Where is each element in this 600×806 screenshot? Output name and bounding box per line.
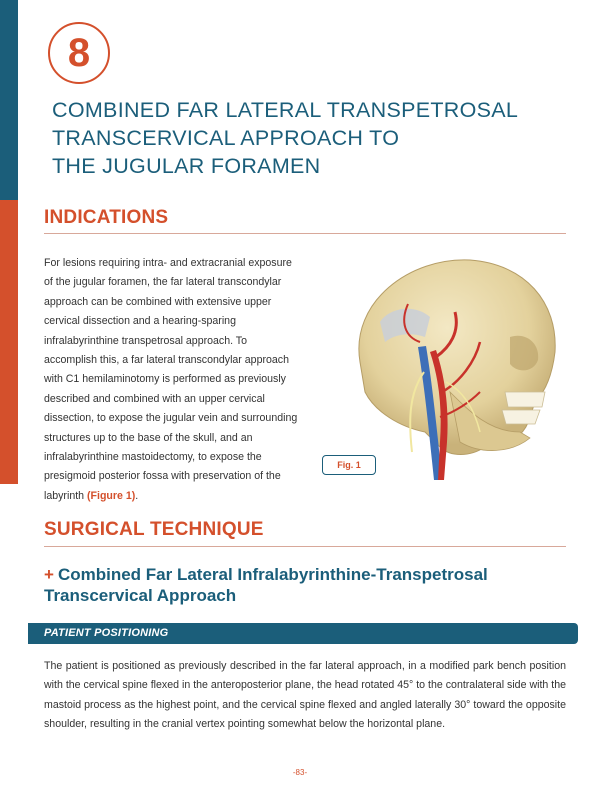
patient-positioning-label: PATIENT POSITIONING bbox=[44, 627, 169, 639]
indications-body-end: . bbox=[135, 489, 139, 502]
surgical-technique-divider bbox=[44, 546, 566, 547]
lower-teeth bbox=[502, 410, 540, 424]
figure-reference-link[interactable]: (Figure 1) bbox=[87, 489, 136, 502]
side-bar-blue bbox=[0, 0, 18, 200]
indications-heading: INDICATIONS bbox=[44, 207, 169, 228]
page-title bbox=[52, 96, 572, 180]
patient-positioning-banner bbox=[28, 623, 578, 644]
title-line-3: THE JUGULAR FORAMEN bbox=[52, 154, 321, 178]
title-line-2: TRANSCERVICAL APPROACH TO bbox=[52, 126, 400, 150]
indications-paragraph bbox=[44, 254, 302, 506]
chapter-number: 8 bbox=[67, 31, 91, 75]
approach-subheading bbox=[44, 564, 564, 606]
figure-label: Fig. 1 bbox=[322, 455, 376, 475]
page-number: -83- bbox=[292, 768, 308, 777]
indications-body: For lesions requiring intra- and extracranial exposure of the jugular foramen, the far lateral transcondylar approach can be combined with extensive upper cervical dissection and a hearing-sparing infralabyrinthine transpetrosal approach. To accomplish this, a far lateral transcondylar approach with C1 hemilaminotomy is performed as previously described and combined with an upper cervical dissection, to expose the jugular vein and surrounding structures up to the base of the skull, and an infralabyrinthine mastoidectomy, to expose the presigmoid posterior fossa with preservation of the labyrinth bbox=[44, 257, 298, 502]
indications-divider bbox=[44, 233, 566, 234]
side-bar-red bbox=[0, 200, 18, 484]
title-line-1: COMBINED FAR LATERAL TRANSPETROSAL bbox=[52, 98, 519, 122]
chapter-badge bbox=[48, 22, 110, 84]
plus-icon: + bbox=[44, 565, 54, 584]
surgical-technique-heading: SURGICAL TECHNIQUE bbox=[44, 519, 264, 540]
patient-positioning-paragraph: The patient is positioned as previously described in the far lateral approach, in a modified park bench position with the cervical spine flexed in the anteroposterior plane, the head rotated 45° to the contralateral side with the mastoid process as the highest point, and the cervical spine flexed and angled laterally 30° toward the opposite shoulder, resulting in the cranial vertex pointing somewhat below the horizontal plane. bbox=[44, 660, 566, 731]
approach-subheading-text: Combined Far Lateral Infralabyrinthine-Transpetrosal Transcervical Approach bbox=[44, 565, 488, 605]
skull-anatomy-illustration bbox=[330, 242, 570, 482]
upper-teeth bbox=[505, 392, 545, 407]
